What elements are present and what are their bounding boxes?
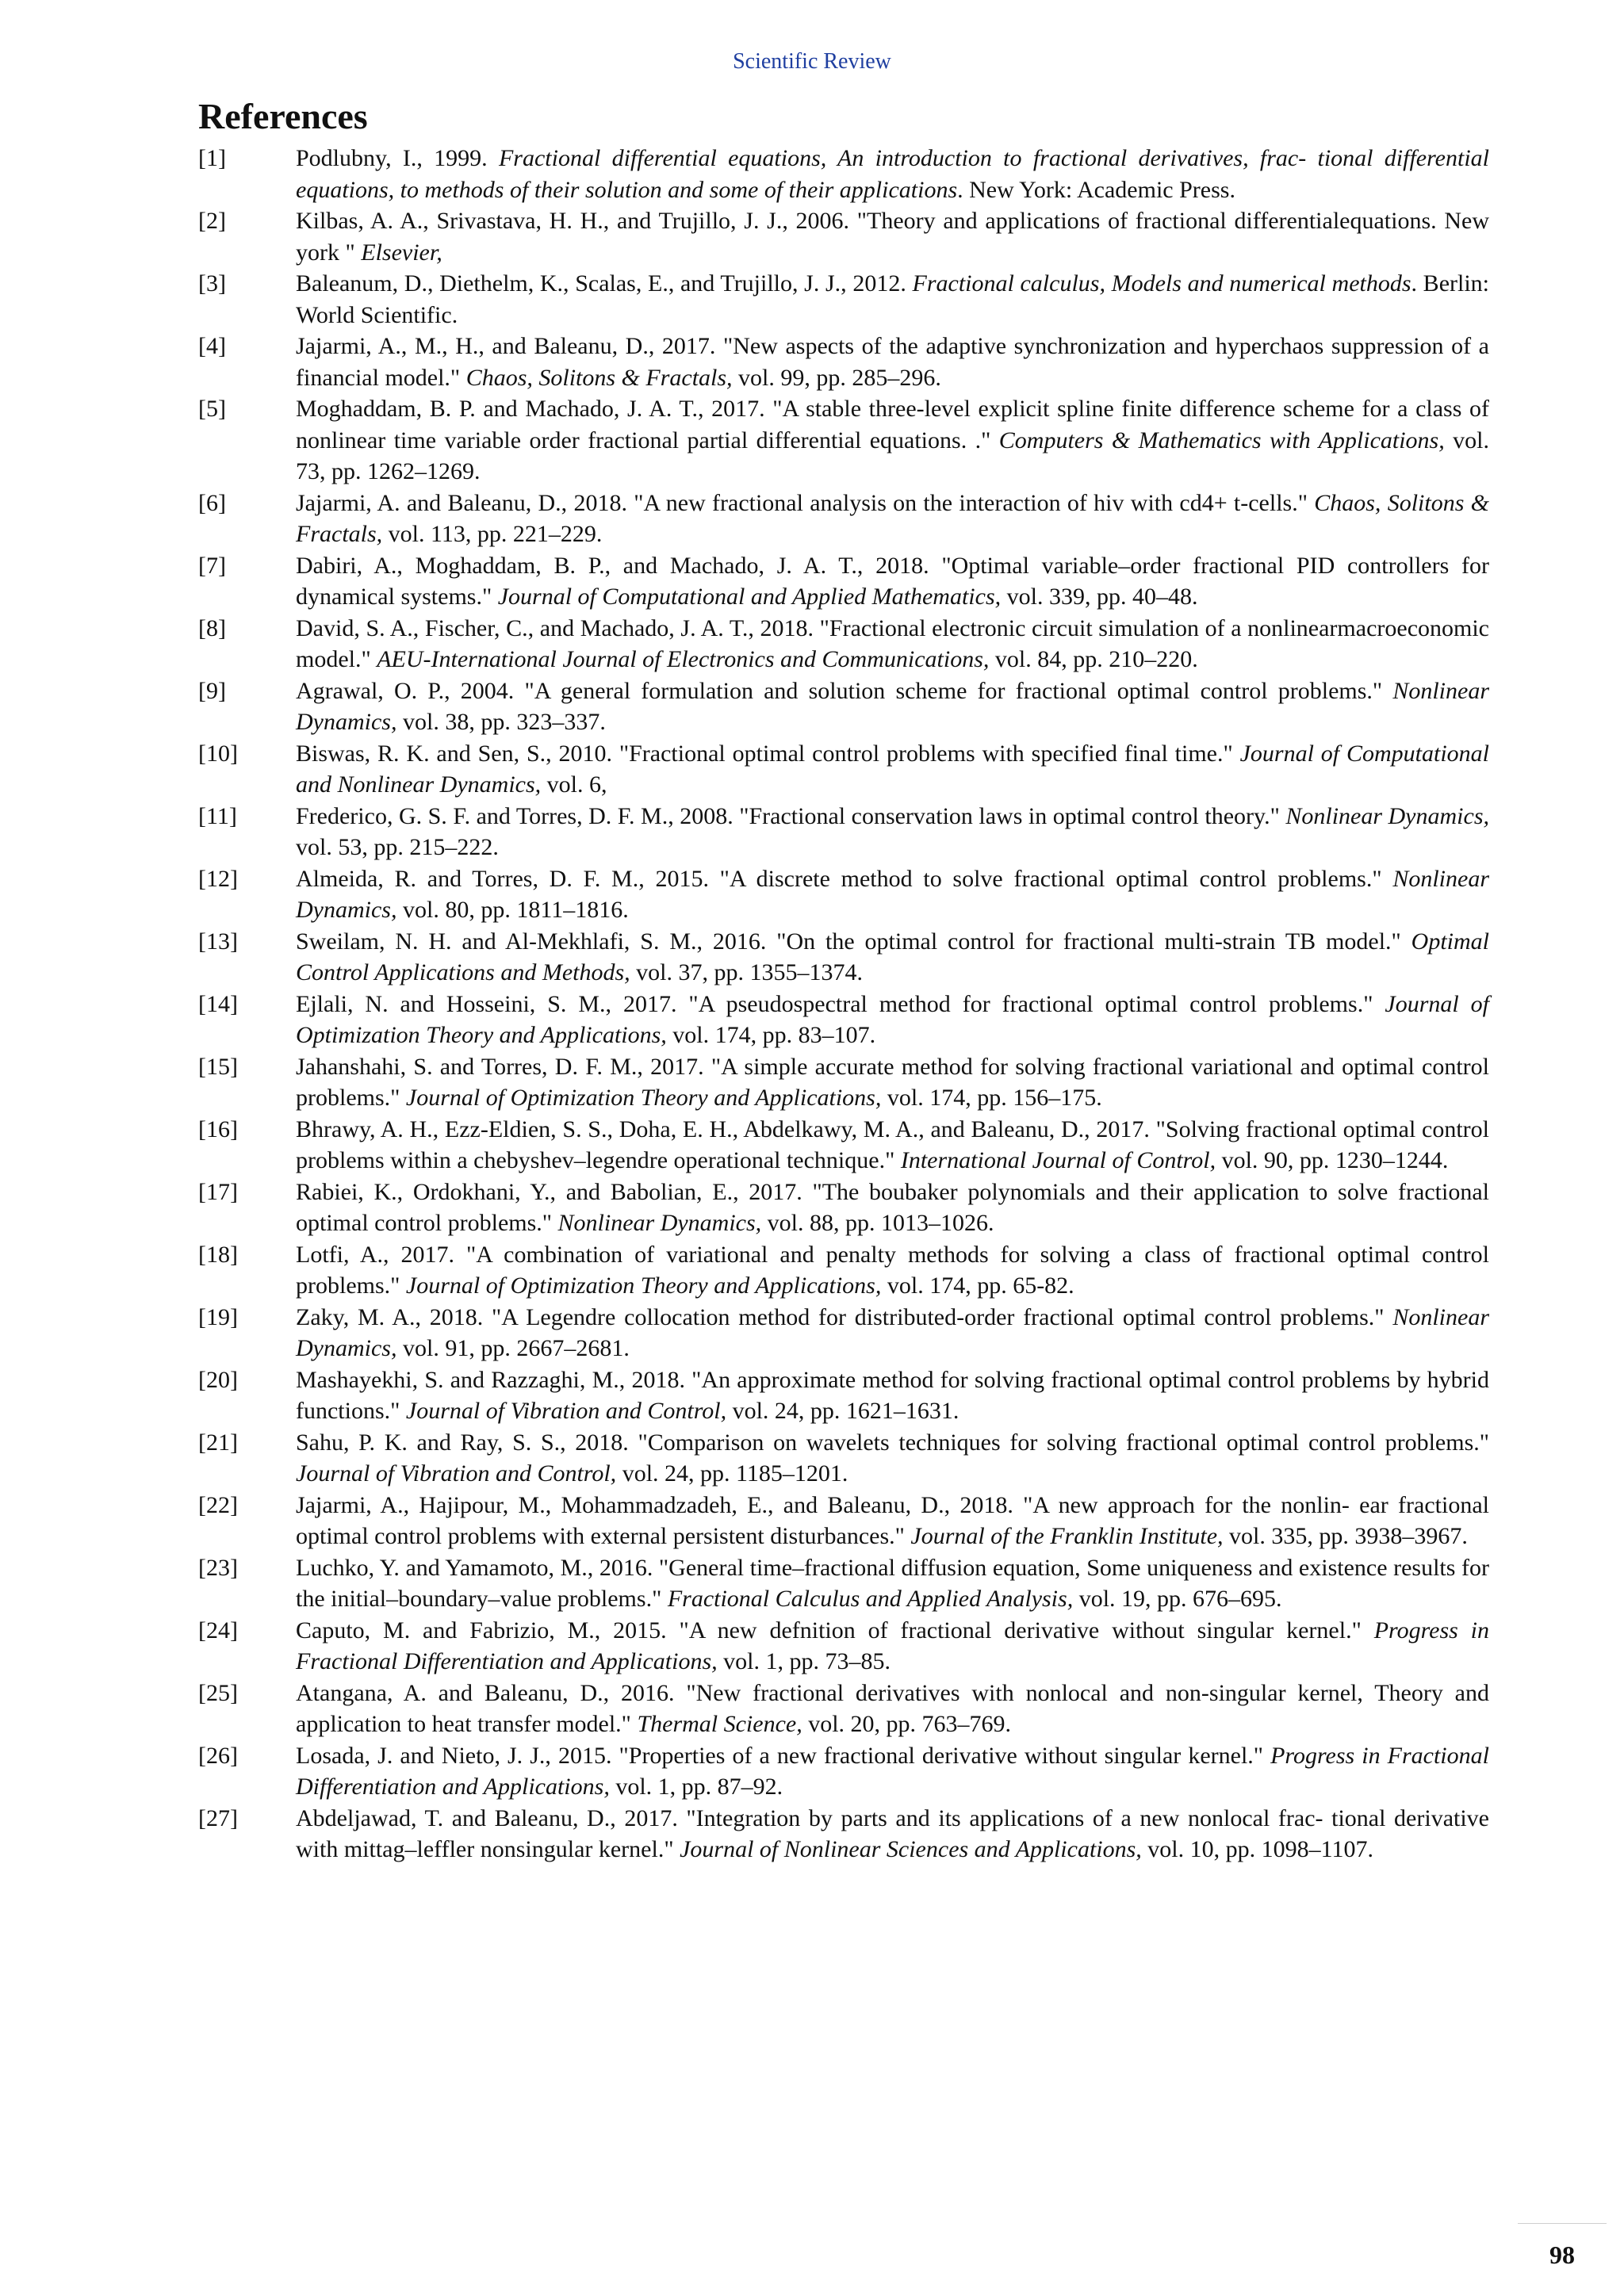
reference-item — [198, 1678, 1489, 1740]
reference-number: [21] — [198, 1429, 238, 1456]
reference-item — [198, 1051, 1489, 1114]
reference-item — [198, 738, 1489, 801]
page-number: 98 — [1549, 2241, 1575, 2269]
reference-details: vol. 19, pp. 676–695. — [1073, 1586, 1282, 1612]
reference-number: [20] — [198, 1366, 238, 1393]
reference-text — [296, 1615, 1489, 1678]
reference-authors-title: Losada, J. and Nieto, J. J., 2015. "Properties of a new fractional derivative without singular kernel." — [296, 1742, 1271, 1769]
reference-item — [198, 675, 1489, 738]
reference-details: vol. 20, pp. 763–769. — [802, 1711, 1012, 1737]
reference-number: [10] — [198, 740, 238, 767]
reference-text — [296, 1490, 1489, 1552]
reference-details: vol. 73, pp. 1262–1269. — [296, 427, 1489, 484]
reference-number: [13] — [198, 928, 238, 955]
reference-details: vol. 88, pp. 1013–1026. — [761, 1210, 994, 1236]
reference-item — [198, 393, 1489, 488]
reference-number: [18] — [198, 1241, 238, 1268]
reference-item — [198, 1364, 1489, 1427]
running-header: Scientific Review — [733, 49, 891, 74]
reference-source: Journal of Optimization Theory and Applications, — [405, 1272, 882, 1299]
reference-authors-title: Jajarmi, A. and Baleanu, D., 2018. "A new fractional analysis on the interaction of hiv with cd4+ t-cells." — [296, 489, 1315, 516]
reference-details: vol. 53, pp. 215–222. — [296, 834, 499, 860]
reference-source: Journal of Computational and Nonlinear Dynamics, — [296, 740, 1489, 798]
reference-authors-title: Luchko, Y. and Yamamoto, M., 2016. "General time–fractional diffusion equation, Some uniqueness and existence results for the initial–boundary–value problems." — [296, 1554, 1489, 1612]
reference-authors-title: Moghaddam, B. P. and Machado, J. A. T., 2017. "A stable three-level explicit spline finite difference scheme for a class of nonlinear time variable order fractional partial differential equations. ." — [296, 396, 1489, 453]
reference-text — [296, 1740, 1489, 1803]
reference-authors-title: Almeida, R. and Torres, D. F. M., 2015. "A discrete method to solve fractional optimal control problems." — [296, 865, 1393, 892]
reference-text — [296, 1051, 1489, 1114]
reference-item — [198, 926, 1489, 989]
reference-item — [198, 1615, 1489, 1678]
reference-authors-title: David, S. A., Fischer, C., and Machado, J. A. T., 2018. "Fractional electronic circuit simulation of a nonlinearmacroeconomic model." — [296, 614, 1489, 672]
reference-authors-title: Biswas, R. K. and Sen, S., 2010. "Fractional optimal control problems with specified final time." — [296, 740, 1240, 767]
reference-source: Chaos, Solitons & Fractals, — [465, 364, 733, 391]
reference-text — [296, 801, 1489, 863]
reference-text — [296, 205, 1489, 268]
reference-list — [198, 143, 1489, 1866]
reference-item — [198, 1552, 1489, 1615]
reference-number: [6] — [198, 489, 226, 516]
reference-source: Journal of Optimization Theory and Applications, — [405, 1085, 882, 1111]
reference-details: vol. 37, pp. 1355–1374. — [630, 959, 864, 985]
reference-item — [198, 1740, 1489, 1803]
reference-number: [15] — [198, 1053, 238, 1080]
reference-item — [198, 613, 1489, 675]
reference-authors-title: Kilbas, A. A., Srivastava, H. H., and Trujillo, J. J., 2006. "Theory and applications of fractional differentialequations. New york " — [296, 208, 1489, 266]
reference-text — [296, 488, 1489, 550]
reference-details: vol. 38, pp. 323–337. — [396, 709, 606, 735]
reference-source: Progress in Fractional Differentiation and Applications, — [296, 1617, 1489, 1674]
reference-item — [198, 550, 1489, 613]
reference-details: vol. 6, — [541, 771, 607, 798]
reference-details: vol. 1, pp. 87–92. — [609, 1774, 783, 1800]
section-heading-references: References — [198, 96, 368, 136]
reference-item — [198, 1427, 1489, 1490]
reference-item — [198, 801, 1489, 863]
reference-text — [296, 613, 1489, 675]
reference-item — [198, 1490, 1489, 1552]
reference-number: [26] — [198, 1742, 238, 1769]
reference-number: [27] — [198, 1804, 238, 1831]
reference-authors-title: Sahu, P. K. and Ray, S. S., 2018. "Comparison on wavelets techniques for solving fractional optimal control problems." — [296, 1429, 1489, 1456]
reference-source: Journal of Nonlinear Sciences and Applications, — [680, 1836, 1142, 1862]
reference-details: vol. 339, pp. 40–48. — [1001, 584, 1198, 610]
reference-item — [198, 143, 1489, 205]
reference-source: Computers & Mathematics with Applications, — [998, 427, 1445, 453]
reference-details: vol. 90, pp. 1230–1244. — [1216, 1147, 1449, 1173]
reference-text — [296, 863, 1489, 926]
reference-authors-title: Sweilam, N. H. and Al-Mekhlafi, S. M., 2016. "On the optimal control for fractional multi-strain TB model." — [296, 928, 1411, 955]
reference-number: [22] — [198, 1491, 238, 1518]
reference-text — [296, 1114, 1489, 1177]
reference-number: [24] — [198, 1617, 238, 1644]
reference-number: [17] — [198, 1178, 238, 1205]
reference-source: AEU-International Journal of Electronics and Communications, — [377, 646, 990, 672]
reference-source: Optimal Control Applications and Methods, — [296, 928, 1489, 985]
reference-source: Nonlinear Dynamics, — [296, 677, 1489, 735]
reference-source: Progress in Fractional Differentiation and Applications, — [296, 1742, 1489, 1800]
reference-details: . New York: Academic Press. — [957, 176, 1235, 203]
reference-text — [296, 331, 1489, 393]
reference-item — [198, 1177, 1489, 1239]
reference-details: vol. 80, pp. 1811–1816. — [396, 897, 629, 923]
reference-details: vol. 84, pp. 210–220. — [989, 646, 1198, 672]
reference-details: vol. 24, pp. 1621–1631. — [726, 1398, 959, 1424]
reference-item — [198, 1239, 1489, 1302]
reference-number: [23] — [198, 1554, 238, 1581]
reference-item — [198, 488, 1489, 550]
reference-source: Journal of the Franklin Institute, — [910, 1523, 1224, 1549]
reference-source: International Journal of Control, — [900, 1147, 1216, 1173]
reference-text — [296, 989, 1489, 1051]
reference-number: [16] — [198, 1115, 238, 1142]
reference-item — [198, 989, 1489, 1051]
reference-source: Nonlinear Dynamics, — [296, 865, 1489, 923]
reference-authors-title: Baleanum, D., Diethelm, K., Scalas, E., and Trujillo, J. J., 2012. — [296, 270, 913, 297]
reference-authors-title: Abdeljawad, T. and Baleanu, D., 2017. "Integration by parts and its applications of a new nonlocal frac- tional derivative with mittag–leffler nonsingular kernel." — [296, 1804, 1489, 1862]
reference-number: [7] — [198, 552, 226, 579]
reference-details: vol. 174, pp. 83–107. — [666, 1022, 876, 1048]
reference-details: vol. 174, pp. 156–175. — [881, 1085, 1102, 1111]
reference-authors-title: Jahanshahi, S. and Torres, D. F. M., 2017. "A simple accurate method for solving fractional variational and optimal control problems." — [296, 1053, 1489, 1111]
reference-number: [4] — [198, 333, 226, 359]
reference-details: vol. 24, pp. 1185–1201. — [616, 1460, 848, 1487]
reference-source: Fractional calculus, Models and numerical methods — [912, 270, 1411, 297]
reference-source: Nonlinear Dynamics, — [1285, 802, 1489, 829]
reference-source: Fractional differential equations, An introduction to fractional derivatives, frac- tional differential equations, to methods of their solution and some of their applications — [296, 145, 1489, 203]
reference-source: Chaos, Solitons & Fractals, — [296, 489, 1489, 547]
reference-authors-title: Zaky, M. A., 2018. "A Legendre collocation method for distributed-order fractional optimal control problems." — [296, 1303, 1393, 1330]
reference-details: vol. 174, pp. 65-82. — [881, 1272, 1074, 1299]
reference-authors-title: Atangana, A. and Baleanu, D., 2016. "New fractional derivatives with nonlocal and non-singular kernel, Theory and application to heat transfer model." — [296, 1679, 1489, 1737]
reference-text — [296, 550, 1489, 613]
reference-authors-title: Frederico, G. S. F. and Torres, D. F. M., 2008. "Fractional conservation laws in optimal control theory." — [296, 802, 1286, 829]
footer-rule — [1518, 2223, 1607, 2224]
reference-details: . Berlin: World Scientific. — [296, 270, 1490, 328]
reference-text — [296, 1177, 1489, 1239]
reference-item — [198, 331, 1489, 393]
reference-text — [296, 1678, 1489, 1740]
reference-text — [296, 1803, 1489, 1866]
reference-text — [296, 143, 1489, 205]
reference-number: [5] — [198, 396, 226, 422]
reference-text — [296, 393, 1489, 488]
reference-number: [12] — [198, 865, 238, 892]
reference-source: Journal of Vibration and Control, — [405, 1398, 727, 1424]
reference-source: Journal of Vibration and Control, — [296, 1460, 617, 1487]
reference-text — [296, 1239, 1489, 1302]
reference-authors-title: Ejlali, N. and Hosseini, S. M., 2017. "A pseudospectral method for fractional optimal control problems." — [296, 990, 1385, 1017]
reference-authors-title: Podlubny, I., 1999. — [296, 145, 499, 171]
reference-text — [296, 268, 1489, 331]
reference-authors-title: Caputo, M. and Fabrizio, M., 2015. "A new defnition of fractional derivative without singular kernel." — [296, 1617, 1374, 1644]
reference-number: [9] — [198, 677, 226, 704]
reference-item — [198, 1114, 1489, 1177]
reference-authors-title: Jajarmi, A., Hajipour, M., Mohammadzadeh, E., and Baleanu, D., 2018. "A new approach for the nonlin- ear fractional optimal control problems with external persistent disturbances." — [296, 1491, 1489, 1549]
reference-number: [8] — [198, 614, 226, 641]
reference-item — [198, 1302, 1489, 1364]
reference-authors-title: Bhrawy, A. H., Ezz-Eldien, S. S., Doha, E. H., Abdelkawy, M. A., and Baleanu, D., 2017. "Solving fractional optimal control problems within a chebyshev–legendre operational technique." — [296, 1115, 1489, 1173]
reference-text — [296, 1364, 1489, 1427]
reference-details: vol. 335, pp. 3938–3967. — [1223, 1523, 1468, 1549]
reference-item — [198, 205, 1489, 268]
reference-number: [25] — [198, 1679, 238, 1706]
reference-authors-title: Dabiri, A., Moghaddam, B. P., and Machado, J. A. T., 2018. "Optimal variable–order fractional PID controllers for dynamical systems." — [296, 552, 1489, 610]
reference-source: Elsevier, — [361, 239, 442, 266]
reference-number: [3] — [198, 270, 226, 297]
reference-text — [296, 1302, 1489, 1364]
reference-details: vol. 99, pp. 285–296. — [732, 364, 941, 391]
reference-item — [198, 268, 1489, 331]
reference-text — [296, 1552, 1489, 1615]
reference-authors-title: Agrawal, O. P., 2004. "A general formulation and solution scheme for fractional optimal control problems." — [296, 677, 1393, 704]
reference-number: [14] — [198, 990, 238, 1017]
reference-authors-title: Mashayekhi, S. and Razzaghi, M., 2018. "An approximate method for solving fractional optimal control problems by hybrid functions." — [296, 1366, 1489, 1424]
reference-item — [198, 1803, 1489, 1866]
reference-details: vol. 1, pp. 73–85. — [717, 1648, 891, 1674]
reference-source: Fractional Calculus and Applied Analysis, — [667, 1586, 1074, 1612]
reference-text — [296, 1427, 1489, 1490]
reference-source: Journal of Computational and Applied Mathematics, — [497, 584, 1002, 610]
reference-text — [296, 738, 1489, 801]
reference-source: Journal of Optimization Theory and Applications, — [296, 990, 1489, 1048]
reference-authors-title: Rabiei, K., Ordokhani, Y., and Babolian, E., 2017. "The boubaker polynomials and their application to solve fractional optimal control problems." — [296, 1178, 1489, 1236]
reference-text — [296, 675, 1489, 738]
reference-details: vol. 91, pp. 2667–2681. — [396, 1335, 630, 1361]
reference-number: [2] — [198, 208, 226, 234]
reference-number: [19] — [198, 1303, 238, 1330]
reference-number: [1] — [198, 145, 226, 171]
reference-source: Nonlinear Dynamics, — [557, 1210, 762, 1236]
reference-authors-title: Jajarmi, A., M., H., and Baleanu, D., 2017. "New aspects of the adaptive synchronization and hyperchaos suppression of a financial model." — [296, 333, 1489, 391]
reference-authors-title: Lotfi, A., 2017. "A combination of variational and penalty methods for solving a class of fractional optimal control problems." — [296, 1241, 1489, 1299]
reference-text — [296, 926, 1489, 989]
reference-details: vol. 10, pp. 1098–1107. — [1141, 1836, 1374, 1862]
reference-details: vol. 113, pp. 221–229. — [382, 521, 603, 547]
reference-source: Thermal Science, — [637, 1711, 802, 1737]
reference-source: Nonlinear Dynamics, — [296, 1303, 1489, 1361]
reference-number: [11] — [198, 802, 237, 829]
reference-item — [198, 863, 1489, 926]
